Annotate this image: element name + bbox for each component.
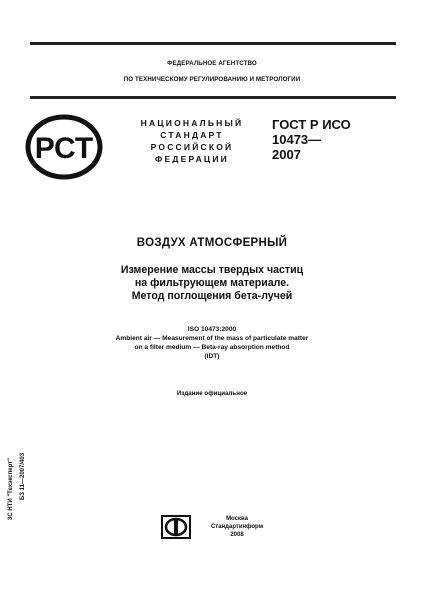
gost-line-2: 10473— bbox=[272, 132, 322, 147]
top-rule bbox=[30, 42, 396, 45]
subtitle-line-2: на фильтрующем материале. bbox=[134, 277, 290, 289]
document-title: ВОЗДУХ АТМОСФЕРНЫЙ bbox=[136, 237, 288, 249]
agency-line-2: ПО ТЕХНИЧЕСКОМУ РЕГУЛИРОВАНИЮ И МЕТРОЛОГИИ bbox=[123, 76, 301, 83]
rst-logo-icon bbox=[24, 113, 104, 181]
agency-line-1: ФЕДЕРАЛЬНОЕ АГЕНТСТВО bbox=[167, 60, 257, 67]
middle-rule bbox=[30, 96, 396, 99]
gost-line-1: ГОСТ Р ИСО bbox=[272, 117, 351, 132]
document-subtitle bbox=[0, 264, 424, 303]
rst-logo bbox=[24, 113, 104, 181]
standard-line-3: РОССИЙСКОЙ bbox=[150, 142, 234, 152]
publisher-name: Стандартинформ bbox=[210, 524, 264, 530]
iso-line-3: (IDT) bbox=[204, 353, 220, 360]
edition-label: Издание официальное bbox=[176, 390, 248, 397]
iso-line-1: Ambient air — Measurement of the mass of particulate matter bbox=[115, 335, 309, 342]
gost-number bbox=[272, 117, 392, 162]
side-text-1: 3С НТИ "Техэксперт" bbox=[8, 458, 14, 520]
iso-number: ISO 10473:2000 bbox=[187, 326, 237, 333]
standard-line-1: НАЦИОНАЛЬНЫЙ bbox=[140, 118, 244, 128]
iso-line-2: on a filter medium — Beta-ray absorption method bbox=[134, 344, 290, 351]
standard-line-2: СТАНДАРТ bbox=[160, 130, 224, 140]
publisher-logo-icon bbox=[161, 515, 191, 539]
gost-line-3: 2007 bbox=[272, 147, 301, 162]
subtitle-line-3: Метод поглощения бета-лучей bbox=[131, 290, 293, 302]
standard-block bbox=[122, 117, 262, 165]
side-text-2: БЗ 11—2007/403 bbox=[20, 452, 26, 500]
publisher-logo bbox=[161, 515, 191, 539]
publisher-city: Москва bbox=[226, 516, 248, 522]
rst-logo-text: РСТ bbox=[34, 132, 94, 165]
publisher-block bbox=[196, 515, 278, 539]
iso-block bbox=[0, 325, 424, 361]
publisher-year: 2008 bbox=[230, 532, 244, 538]
standard-line-4: ФЕДЕРАЦИИ bbox=[155, 154, 229, 164]
subtitle-line-1: Измерение массы твердых частиц bbox=[120, 264, 304, 276]
